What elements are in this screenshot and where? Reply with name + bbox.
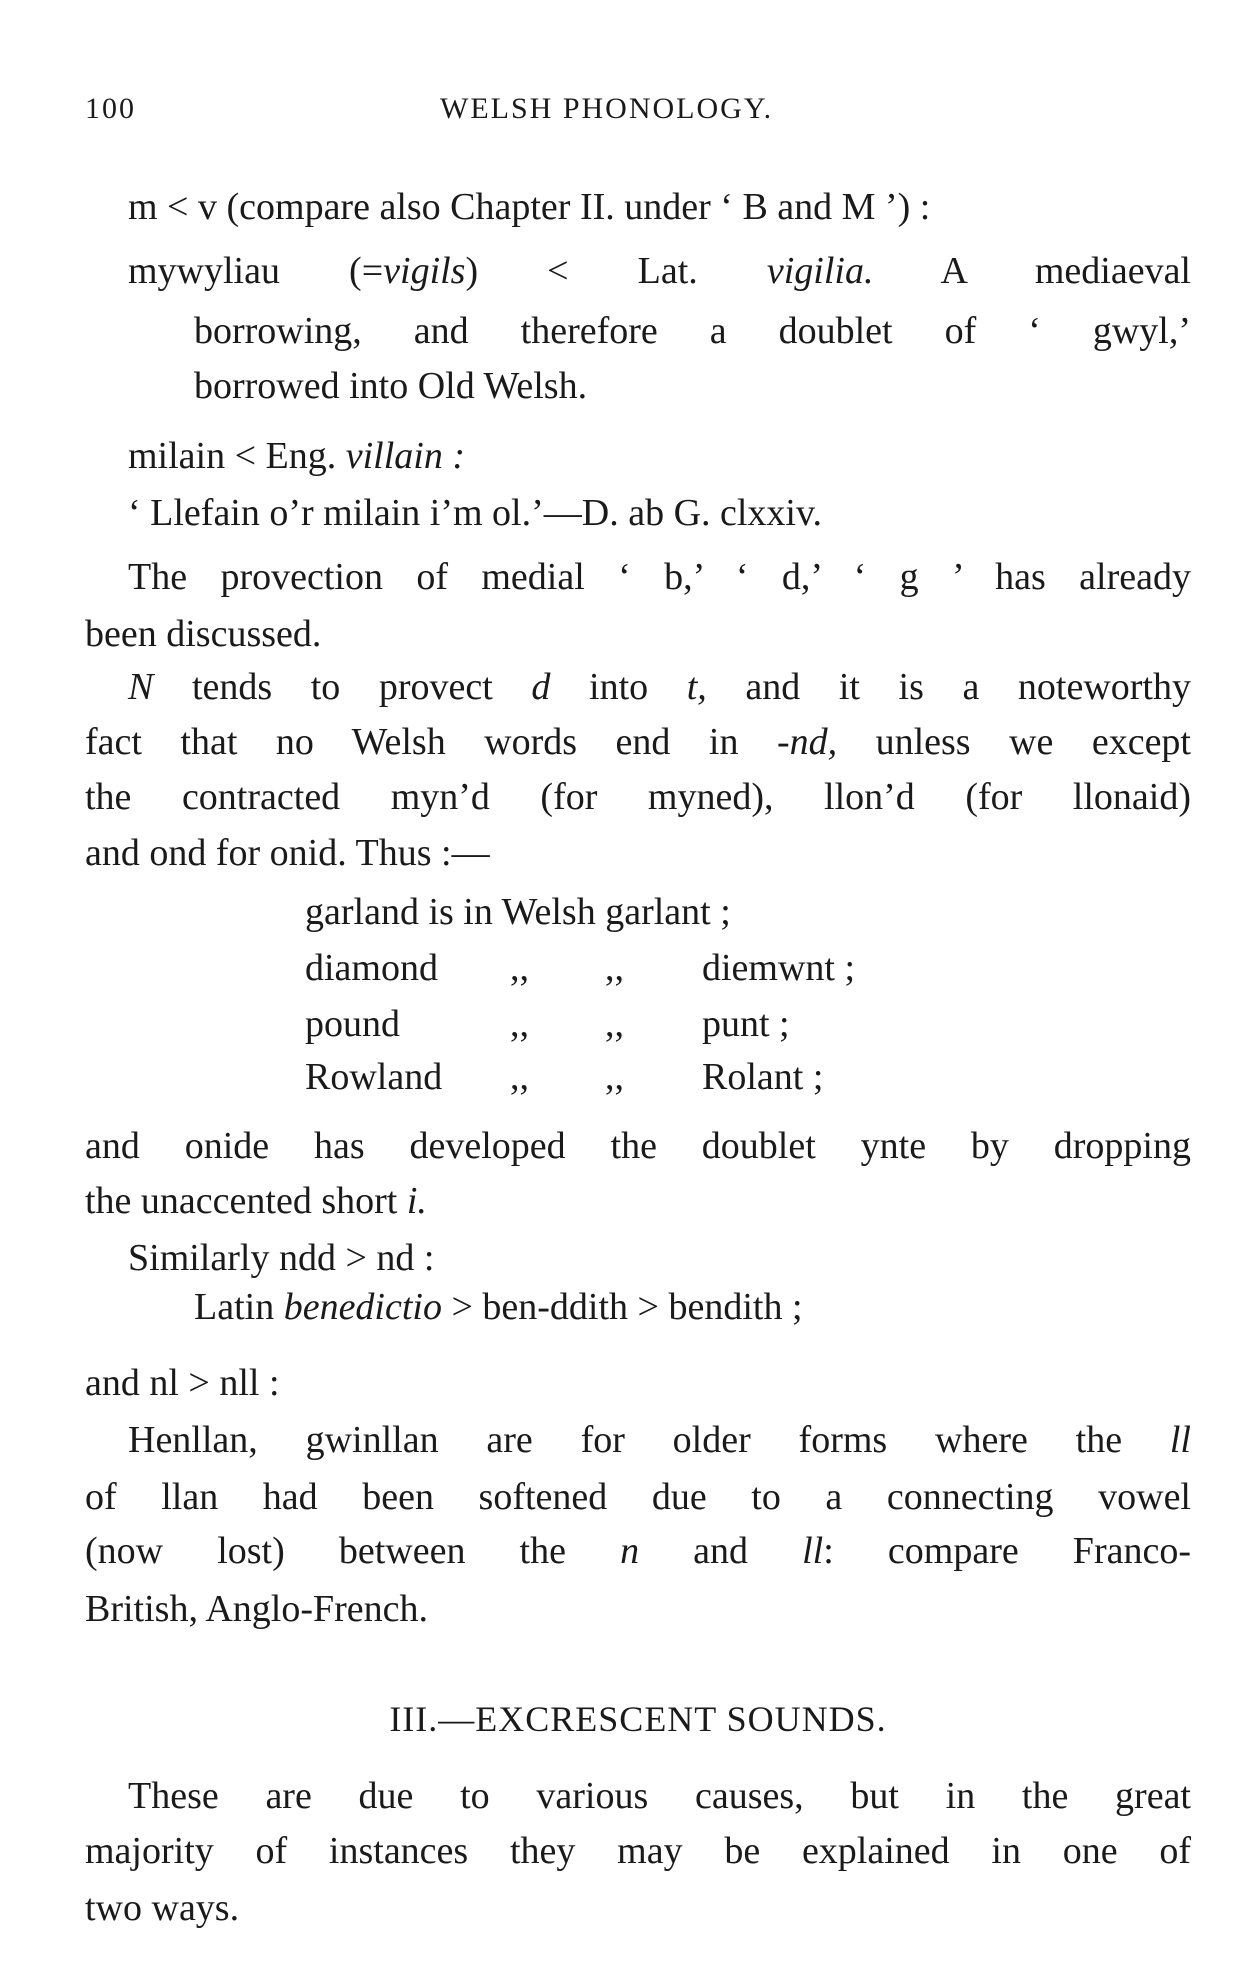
cell: pound [305, 1003, 400, 1045]
text: fact that no Welsh words end in [85, 721, 777, 763]
italic-text: n [620, 1530, 640, 1572]
text-line: the contracted myn’d (for myned), llon’d (for llonaid) [85, 776, 1191, 818]
text: milain < Eng. [128, 435, 346, 477]
text-line: Similarly ndd > nd : [128, 1237, 435, 1279]
text: (now lost) between the [85, 1530, 621, 1572]
italic-text: ll [1169, 1419, 1191, 1461]
ditto: ,, [510, 1056, 529, 1098]
ditto: ,, [510, 947, 529, 989]
text-line: of llan had been softened due to a connecting vowel [85, 1476, 1191, 1518]
italic-text: ll [802, 1530, 824, 1572]
text: tends to provect [153, 666, 532, 708]
ditto: ,, [510, 1003, 529, 1045]
text-line [128, 1417, 1191, 1463]
text-line: majority of instances they may be explained in one of [85, 1830, 1191, 1872]
cell: punt ; [702, 1003, 790, 1045]
italic-text: t, [686, 666, 707, 708]
text-line: borrowing, and therefore a doublet of ‘ gwyl,’ [194, 310, 1191, 352]
text: : compare Franco- [823, 1530, 1191, 1572]
text-line [128, 664, 1191, 710]
cell: Rowland [305, 1056, 443, 1098]
text: the unaccented short [85, 1180, 407, 1222]
italic-text: d [531, 666, 551, 708]
text-line: been discussed. [85, 613, 322, 655]
table-row [305, 1054, 824, 1100]
cell: diemwnt ; [702, 947, 856, 989]
text: Henllan, gwinllan are for older forms where the [128, 1419, 1170, 1461]
table-row [305, 1001, 790, 1047]
text-line: m < v (compare also Chapter II. under ‘ B and M ’) : [128, 186, 931, 228]
text: ) < Lat. [465, 250, 767, 292]
text-line [85, 719, 1191, 765]
italic-text: -nd, [776, 721, 838, 763]
ditto: ,, [605, 947, 624, 989]
text: Latin [194, 1286, 284, 1328]
text-line [128, 248, 1191, 294]
text: > ben-ddith > bendith ; [441, 1286, 803, 1328]
page-number: 100 [85, 92, 136, 125]
text-line: and onide has developed the doublet ynte by dropping [85, 1125, 1191, 1167]
text-line: and nl > nll : [85, 1362, 280, 1404]
text-line: The provection of medial ‘ b,’ ‘ d,’ ‘ g ’ has already [128, 556, 1191, 598]
running-title: WELSH PHONOLOGY. [440, 92, 774, 125]
ditto: ,, [605, 1003, 624, 1045]
cell: diamond [305, 947, 438, 989]
section-heading: III.—EXCRESCENT SOUNDS. [389, 1699, 887, 1739]
italic-text: benedictio [283, 1286, 442, 1328]
text: into [550, 666, 687, 708]
text-line [85, 1178, 427, 1224]
text: and it is a noteworthy [706, 666, 1191, 708]
text-line: two ways. [85, 1887, 240, 1929]
text: A mediaeval [873, 250, 1191, 292]
text-line: and ond for onid. Thus :— [85, 832, 490, 874]
italic-text: i. [406, 1180, 427, 1222]
quotation: ‘ Llefain o’r milain i’m ol.’—D. ab G. clxxiv. [128, 492, 823, 534]
text-line: British, Anglo-French. [85, 1588, 429, 1630]
table-row: garland is in Welsh garlant ; [305, 891, 731, 933]
italic-text: villain : [345, 435, 466, 477]
cell: Rolant ; [702, 1056, 824, 1098]
text-line: These are due to various causes, but in the great [128, 1775, 1191, 1817]
ditto: ,, [605, 1056, 624, 1098]
table-row [305, 945, 856, 991]
text-line [194, 1284, 803, 1330]
italic-text: vigils [383, 250, 466, 292]
italic-text: N [128, 666, 154, 708]
text: and [639, 1530, 803, 1572]
text: unless we except [837, 721, 1191, 763]
text-line [128, 433, 465, 479]
text-line: borrowed into Old Welsh. [194, 365, 588, 407]
italic-text: vigilia. [766, 250, 874, 292]
text-line [85, 1528, 1191, 1574]
text: mywyliau (= [128, 250, 384, 292]
